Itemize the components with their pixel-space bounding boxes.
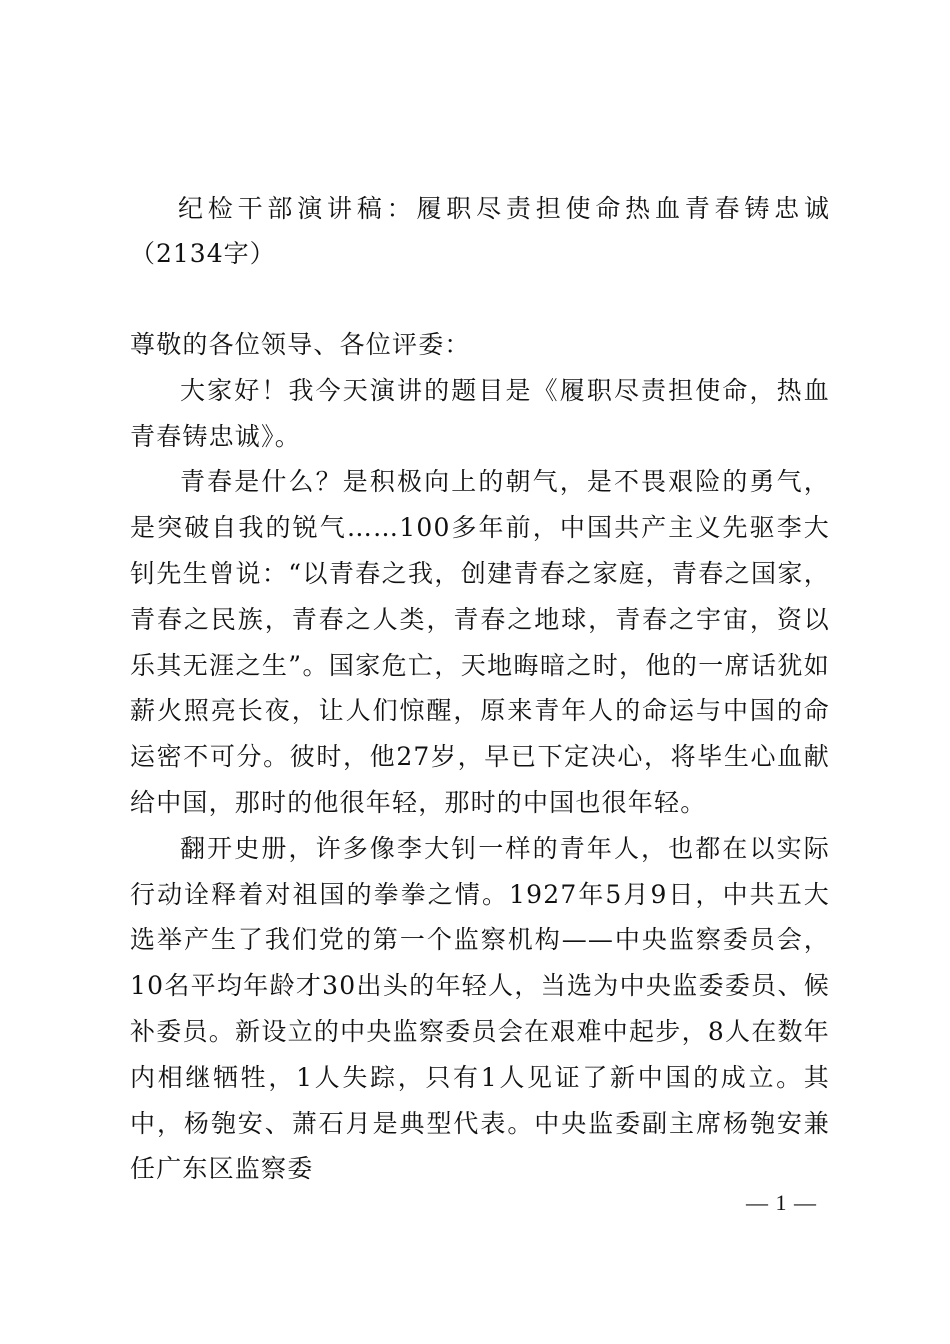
paragraph-3: 翻开史册，许多像李大钊一样的青年人，也都在以实际行动诠释着对祖国的拳拳之情。1927年5月9日，中共五大选举产生了我们党的第一个监察机构——中央监察委员会，10名平均年龄才30出头的年轻人，当选为中央监委委员、候补委员。新设立的中央监察委员会在艰难中起步，8人在数年内相继牺牲，1人失踪，只有1人见证了新中国的成立。其中，杨匏安、萧石月是典型代表。中央监委副主席杨匏安兼任广东区监察委	[130, 833, 830, 1184]
paragraph-1: 大家好！我今天演讲的题目是《履职尽责担使命，热血青春铸忠诚》。	[130, 375, 830, 451]
salutation: 尊敬的各位领导、各位评委：	[130, 330, 471, 359]
document-body	[130, 322, 830, 1192]
document-title: 纪检干部演讲稿：履职尽责担使命热血青春铸忠诚（2134字）	[130, 194, 830, 268]
paragraph-2: 青春是什么？是积极向上的朝气，是不畏艰险的勇气，是突破自我的锐气……100多年前，中国共产主义先驱李大钊先生曾说：“以青春之我，创建青春之家庭，青春之国家，青春之民族，青春之人类，青春之地球，青春之宇宙，资以乐其无涯之生”。国家危亡，天地晦暗之时，他的一席话犹如薪火照亮长夜，让人们惊醒，原来青年人的命运与中国的命运密不可分。彼时，他27岁，早已下定决心，将毕生心血献给中国，那时的他很年轻，那时的中国也很年轻。	[130, 467, 830, 817]
page-number: — 1 —	[746, 1190, 817, 1215]
